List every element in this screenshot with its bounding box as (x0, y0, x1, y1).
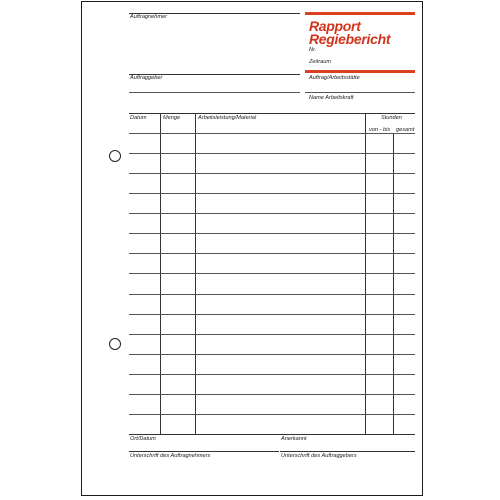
anerkannt-label: Anerkannt (281, 436, 307, 442)
signature-line-auftragnehmer (129, 451, 279, 452)
header-von-bis: von - bis (369, 127, 391, 133)
ort-datum-label: Ort/Datum (130, 436, 156, 442)
signature-line-auftraggeber (280, 451, 415, 452)
auftragnehmer-line (129, 13, 300, 14)
punch-hole-bottom (109, 338, 121, 350)
auftragnehmer-label: Auftragnehmer (130, 14, 168, 20)
column-divider-datum (160, 113, 161, 434)
arbeitskraft-label: Name Arbeitskraft (309, 95, 354, 101)
auftraggeber-address-line (129, 92, 300, 93)
unterschrift-auftragnehmer-label: Unterschrift des Auftragnehmers (130, 453, 211, 459)
column-divider-von-bis (393, 133, 394, 434)
auftrag-line (305, 92, 415, 93)
unterschrift-auftraggeber-label: Unterschrift des Auftraggebers (281, 453, 357, 459)
header-stunden: Stunden (381, 115, 402, 121)
form-title-line1: Rapport (309, 18, 361, 34)
nr-label: Nr. (309, 47, 317, 53)
zeitraum-label: Zeitraum (309, 59, 332, 65)
title-accent-bar-top (305, 12, 415, 15)
form-title-line2: Regiebericht (309, 31, 391, 47)
header-gesamt: gesamt (396, 127, 415, 133)
title-accent-bar-bottom (305, 70, 415, 73)
auftraggeber-label: Auftraggeber (130, 75, 163, 81)
column-divider-arbeitsleistung (365, 113, 366, 434)
table-bottom-border (129, 434, 415, 435)
table-top-border (129, 113, 415, 114)
auftrag-label: Auftrag/Arbeitsstätte (309, 75, 360, 81)
header-arbeitsleistung: Arbeitsleistung/Material (198, 115, 257, 121)
punch-hole-top (109, 150, 121, 162)
auftraggeber-line (129, 74, 300, 75)
column-divider-menge (195, 113, 196, 434)
header-menge: Menge (163, 115, 181, 121)
header-datum: Datum (130, 115, 147, 121)
